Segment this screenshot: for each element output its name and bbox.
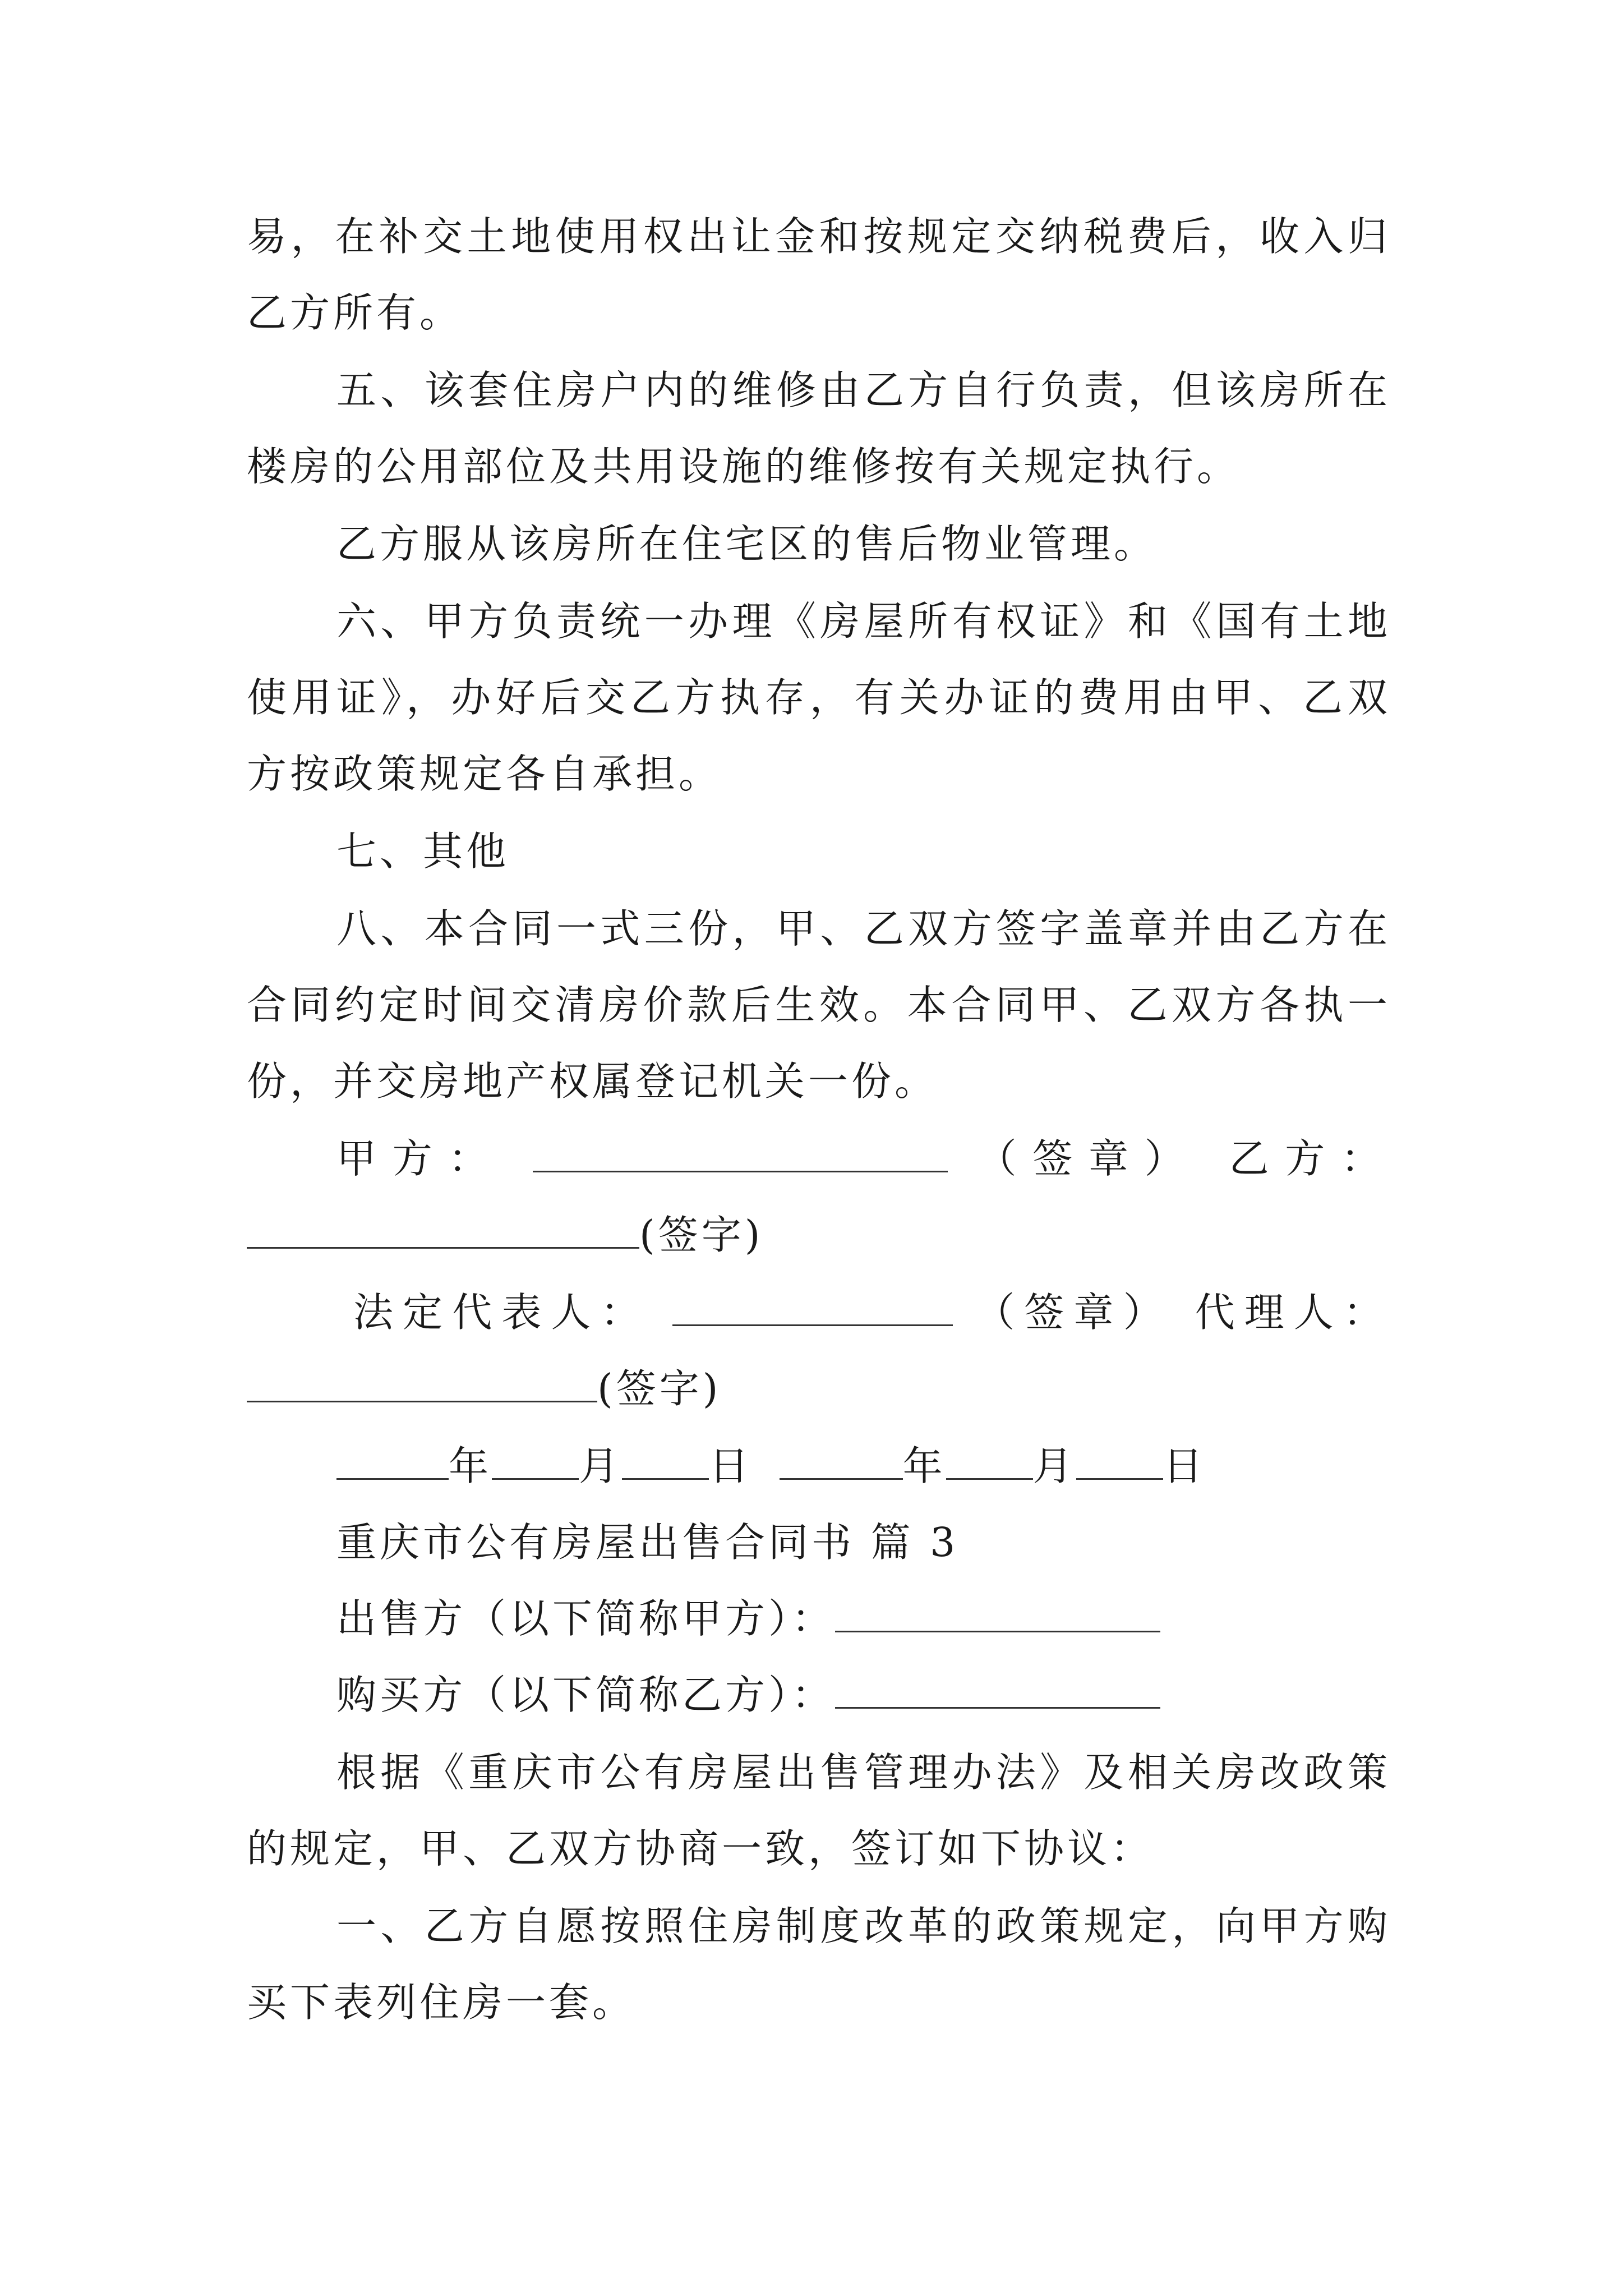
party-b-signature-blank[interactable] [247, 1212, 639, 1249]
party-a-label: 甲方： [336, 1135, 505, 1182]
para-line: 乙方服从该房所在住宅区的售后物业管理。 [336, 521, 1158, 567]
month-blank-b[interactable] [946, 1443, 1033, 1480]
signature-line-agent [247, 1361, 1391, 1417]
buyer-label: 购买方（以下简称乙方）： [336, 1672, 835, 1718]
para-line: 合同约定时间交清房价款后生效。本合同甲、乙双方各执一 [247, 982, 1391, 1028]
agent-signature-blank[interactable] [247, 1366, 597, 1402]
signature-line-party-a [336, 1131, 1391, 1187]
year-blank-b[interactable] [780, 1443, 903, 1480]
signature-line-legal-rep [353, 1285, 1391, 1341]
para-line: 买下表列住房一套。 [247, 1979, 636, 2026]
agent-label: 代理人： [1195, 1289, 1391, 1336]
para-line: 六、甲方负责统一办理《房屋所有权证》和《国有土地 [336, 598, 1391, 645]
para-line: 七、其他 [336, 828, 510, 875]
party-a-signature-blank[interactable] [533, 1136, 948, 1172]
para-line: 易，在补交土地使用权出让金和按规定交纳税费后，收入归 [247, 213, 1391, 260]
legal-rep-signature-blank[interactable] [672, 1290, 953, 1326]
year-blank-a[interactable] [336, 1443, 449, 1480]
buyer-blank[interactable] [835, 1672, 1160, 1709]
para-line: 份，并交房地产权属登记机关一份。 [247, 1058, 938, 1105]
sign-label: (签字) [597, 1365, 722, 1412]
date-line [336, 1438, 1391, 1494]
para-line: 楼房的公用部位及共用设施的维修按有关规定执行。 [247, 443, 1241, 490]
day-blank-b[interactable] [1076, 1443, 1163, 1480]
day-blank-a[interactable] [622, 1443, 709, 1480]
section-title: 重庆市公有房屋出售合同书 篇 3 [336, 1519, 959, 1566]
month-label: 月 [1032, 1443, 1076, 1489]
seller-blank[interactable] [835, 1596, 1160, 1632]
party-b-label: 乙方： [1229, 1135, 1391, 1182]
para-line: 八、本合同一式三份，甲、乙双方签字盖章并由乙方在 [336, 905, 1391, 952]
year-label: 年 [449, 1443, 492, 1489]
para-line: 的规定，甲、乙双方协商一致，签订如下协议： [247, 1825, 1154, 1872]
seller-label: 出售方（以下简称甲方）： [336, 1595, 835, 1642]
legal-rep-label: 法定代表人： [353, 1289, 650, 1336]
year-label: 年 [902, 1443, 946, 1489]
buyer-line [336, 1667, 1391, 1723]
seller-line [336, 1591, 1391, 1647]
signature-line-party-b [247, 1207, 1391, 1263]
para-line: 根据《重庆市公有房屋出售管理办法》及相关房改政策 [336, 1749, 1391, 1796]
day-label: 日 [709, 1443, 753, 1489]
para-line: 方按政策规定各自承担。 [247, 751, 722, 797]
month-label: 月 [579, 1443, 623, 1489]
month-blank-a[interactable] [492, 1443, 579, 1480]
para-line: 一、乙方自愿按照住房制度改革的政策规定，向甲方购 [336, 1903, 1391, 1949]
para-line: 乙方所有。 [247, 289, 463, 336]
seal-label: （签章） [976, 1135, 1201, 1182]
day-label: 日 [1163, 1443, 1206, 1489]
sign-label: (签字) [639, 1212, 764, 1258]
seal-label: （签章） [975, 1289, 1173, 1336]
para-line: 五、该套住房户内的维修由乙方自行负责，但该房所在 [336, 367, 1391, 413]
para-line: 使用证》，办好后交乙方执存，有关办证的费用由甲、乙双 [247, 674, 1391, 721]
